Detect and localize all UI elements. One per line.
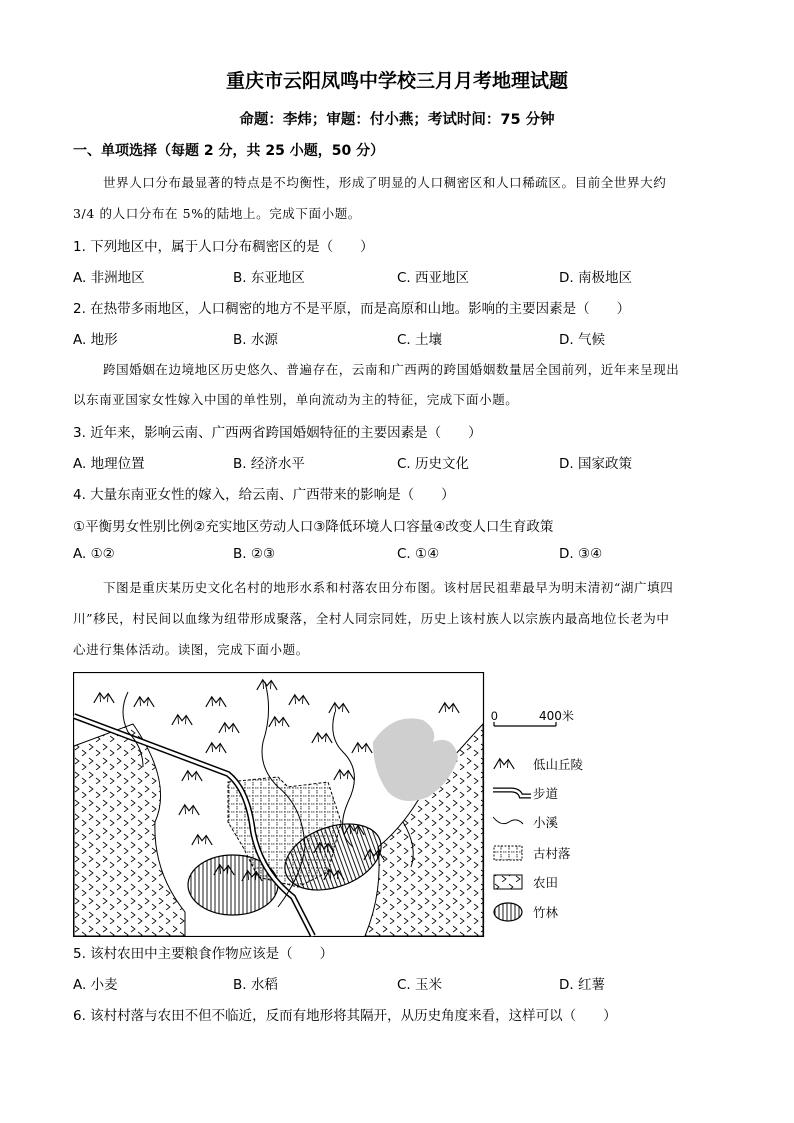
q3-option-a[interactable]: A. 地理位置 (73, 456, 145, 472)
question-6: 6. 该村村落与农田不但不临近，反而有地形将其隔开，从历史角度来看，这样可以（ ） (73, 1008, 617, 1024)
q5-option-b[interactable]: B. 水稻 (233, 977, 278, 993)
q1-option-d[interactable]: D. 南极地区 (559, 270, 632, 286)
q5-option-c[interactable]: C. 玉米 (397, 977, 443, 993)
q4-option-c[interactable]: C. ①④ (397, 546, 440, 562)
legend-bamboo: 竹林 (533, 905, 559, 920)
village-map (73, 672, 713, 937)
legend-hill-icon (494, 759, 514, 769)
q1-option-a[interactable]: A. 非洲地区 (73, 270, 145, 286)
scale-label: 400米 (539, 709, 574, 723)
question-1: 1. 下列地区中，属于人口分布稠密区的是（ ） (73, 239, 374, 255)
question-3: 3. 近年来，影响云南、广西两省跨国婚姻特征的主要因素是（ ） (73, 425, 482, 441)
passage3-line2: 川”移民，村民间以血缘为纽带形成聚落，全村人同宗同姓，历史上该村族人以宗族内最高地位长老为中 (73, 611, 670, 626)
legend-farmland: 农田 (533, 875, 559, 890)
legend-walkway: 步道 (533, 786, 559, 801)
q1-option-c[interactable]: C. 西亚地区 (397, 270, 470, 286)
q4-option-d[interactable]: D. ③④ (559, 546, 603, 562)
q1-option-b[interactable]: B. 东亚地区 (233, 270, 305, 286)
legend-village: 古村落 (533, 846, 571, 861)
map-legend (491, 708, 584, 921)
passage2-line2: 以东南亚国家女性嫁入中国的单性别，单向流动为主的特征，完成下面小题。 (73, 392, 519, 407)
legend-stream-icon (493, 817, 523, 824)
q4-statements: ①平衡男女性别比例②充实地区劳动人口③降低环境人口容量④改变人口生育政策 (73, 519, 554, 535)
q2-option-a[interactable]: A. 地形 (73, 332, 118, 348)
legend-farmland-icon (494, 875, 522, 889)
q2-option-d[interactable]: D. 气候 (559, 332, 605, 348)
q3-option-b[interactable]: B. 经济水平 (233, 456, 305, 472)
q2-option-c[interactable]: C. 土壤 (397, 332, 443, 348)
q4-option-a[interactable]: A. ①② (73, 546, 115, 562)
legend-bamboo-icon (494, 903, 522, 921)
passage3-line3: 心进行集体活动。读图，完成下面小题。 (73, 642, 309, 657)
q3-option-c[interactable]: C. 历史文化 (397, 456, 470, 472)
question-4: 4. 大量东南亚女性的嫁入，给云南、广西带来的影响是（ ） (73, 487, 455, 503)
legend-hills: 低山丘陵 (533, 757, 584, 772)
question-2: 2. 在热带多雨地区，人口稠密的地方不是平原，而是高原和山地。影响的主要因素是（ ） (73, 301, 631, 317)
page-title: 重庆市云阳凤鸣中学校三月月考地理试题 (225, 70, 568, 92)
question-5: 5. 该村农田中主要粮食作物应该是（ ） (73, 946, 334, 962)
legend-village-icon (494, 846, 522, 860)
legend-stream: 小溪 (533, 815, 559, 830)
q4-option-b[interactable]: B. ②③ (233, 546, 276, 562)
q3-option-d[interactable]: D. 国家政策 (559, 456, 632, 472)
q2-option-b[interactable]: B. 水源 (233, 332, 278, 348)
q5-option-a[interactable]: A. 小麦 (73, 977, 118, 993)
passage1-line2: 3/4 的人口分布在 5%的陆地上。完成下面小题。 (73, 206, 361, 221)
passage1-line1: 世界人口分布最显著的特点是不均衡性，形成了明显的人口稠密区和人口稀疏区。目前全世界大约 (103, 175, 667, 190)
scale-zero: 0 (491, 709, 498, 723)
exam-info: 命题：李炜；审题：付小燕；考试时间：75 分钟 (239, 112, 555, 128)
q5-option-d[interactable]: D. 红薯 (559, 977, 605, 993)
section-heading: 一、单项选择（每题 2 分，共 25 小题，50 分） (73, 143, 385, 159)
passage3-line1: 下图是重庆某历史文化名村的地形水系和村落农田分布图。该村居民祖辈最早为明末清初“湖广填四 (103, 580, 674, 595)
passage2-line1: 跨国婚姻在边境地区历史悠久、普遍存在，云南和广西两的跨国婚姻数量居全国前列，近年来呈现出 (103, 362, 680, 377)
